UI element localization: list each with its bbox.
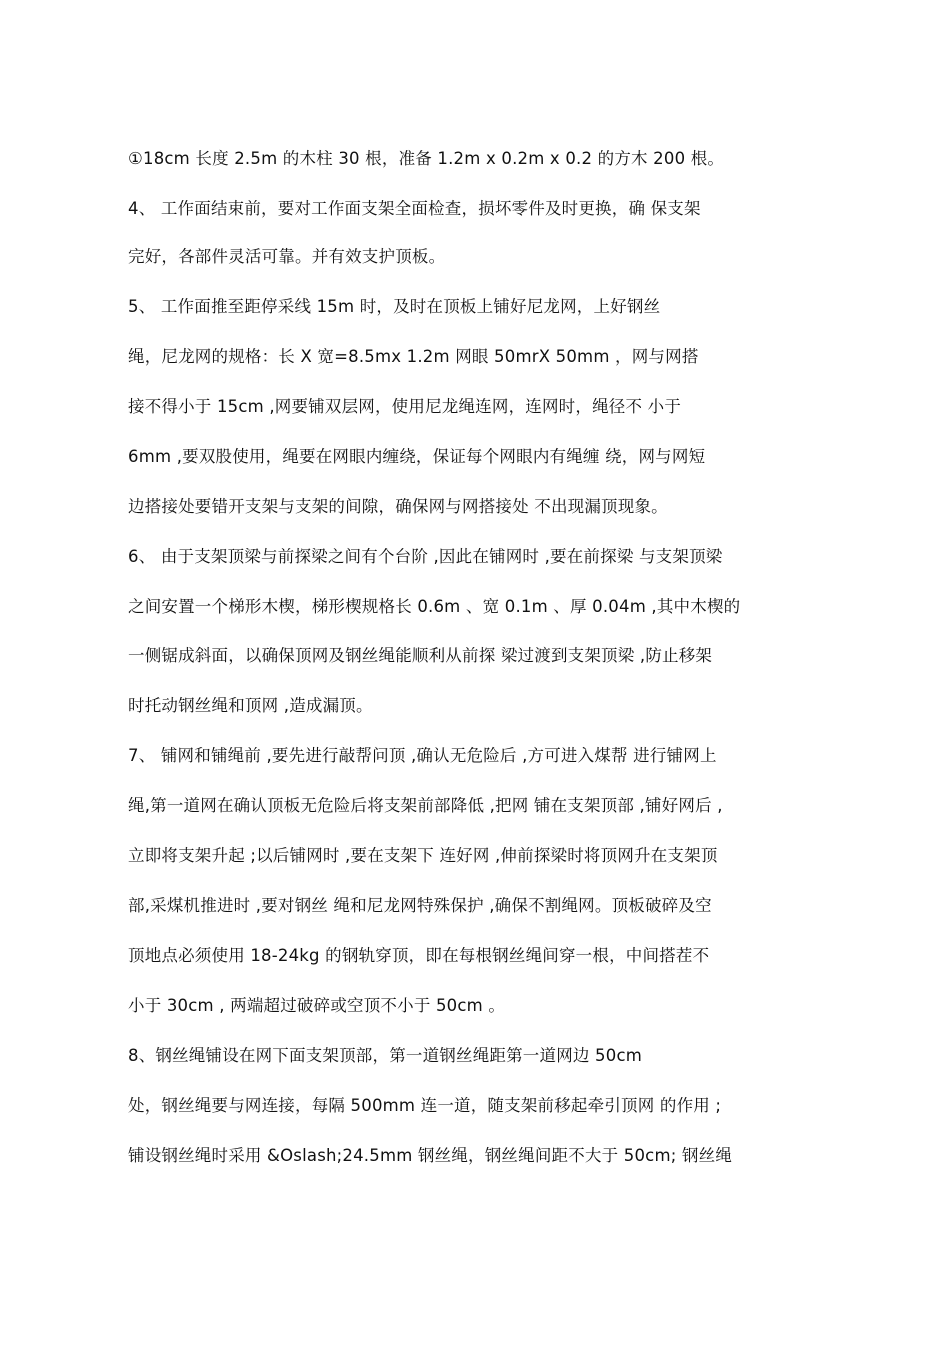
text-line: 立即将支架升起 ;以后铺网时 ,要在支架下 连好网 ,伸前探梁时将顶网升在支架顶 bbox=[128, 846, 718, 865]
text-line: 小于 30cm , 两端超过破碎或空顶不小于 50cm 。 bbox=[128, 996, 506, 1015]
text-line: 7、 铺网和铺绳前 ,要先进行敲帮问顶 ,确认无危险后 ,方可进入煤帮 进行铺网上 bbox=[128, 746, 717, 765]
text-line: 之间安置一个梯形木楔，梯形楔规格长 0.6m 、宽 0.1m 、厚 0.04m ,其中木楔的 bbox=[128, 597, 741, 616]
text-line: 一侧锯成斜面，以确保顶网及钢丝绳能顺利从前探 梁过渡到支架顶梁 ,防止移架 bbox=[128, 646, 713, 665]
text-line: 顶地点必须使用 18-24kg 的钢轨穿顶，即在每根钢丝绳间穿一根，中间搭茬不 bbox=[128, 946, 710, 965]
text-line: 5、 工作面推至距停采线 15m 时，及时在顶板上铺好尼龙网，上好钢丝 bbox=[128, 297, 661, 316]
text-line: ①18cm 长度 2.5m 的木柱 30 根，准备 1.2m x 0.2m x 0.2 的方木 200 根。 bbox=[128, 149, 725, 168]
text-line: 时托动钢丝绳和顶网 ,造成漏顶。 bbox=[128, 696, 373, 715]
text-line: 4、 工作面结束前，要对工作面支架全面检查，损坏零件及时更换，确 保支架 bbox=[128, 199, 701, 218]
text-line: 边搭接处要错开支架与支架的间隙，确保网与网搭接处 不出现漏顶现象。 bbox=[128, 497, 668, 516]
text-line: 部,采煤机推进时 ,要对钢丝 绳和尼龙网特殊保护 ,确保不割绳网。顶板破碎及空 bbox=[128, 896, 712, 915]
text-line: 处，钢丝绳要与网连接，每隔 500mm 连一道，随支架前移起牵引顶网 的作用 ; bbox=[128, 1096, 722, 1115]
text-line: 6、 由于支架顶梁与前探梁之间有个台阶 ,因此在铺网时 ,要在前探梁 与支架顶梁 bbox=[128, 547, 723, 566]
text-line: 绳，尼龙网的规格：长 X 宽=8.5mx 1.2m 网眼 50mrX 50mm ，网与网搭 bbox=[128, 347, 699, 366]
text-line: 绳,第一道网在确认顶板无危险后将支架前部降低 ,把网 铺在支架顶部 ,铺好网后 , bbox=[128, 796, 723, 815]
text-line: 完好，各部件灵活可靠。并有效支护顶板。 bbox=[128, 247, 446, 266]
text-line: 铺设钢丝绳时采用 &Oslash;24.5mm 钢丝绳，钢丝绳间距不大于 50cm; 钢丝绳 bbox=[128, 1146, 733, 1165]
text-line: 6mm ,要双股使用，绳要在网眼内缠绕，保证每个网眼内有绳缠 绕，网与网短 bbox=[128, 447, 706, 466]
text-line: 8、钢丝绳铺设在网下面支架顶部，第一道钢丝绳距第一道网边 50cm bbox=[128, 1046, 642, 1065]
text-line: 接不得小于 15cm ,网要铺双层网，使用尼龙绳连网，连网时，绳径不 小于 bbox=[128, 397, 682, 416]
